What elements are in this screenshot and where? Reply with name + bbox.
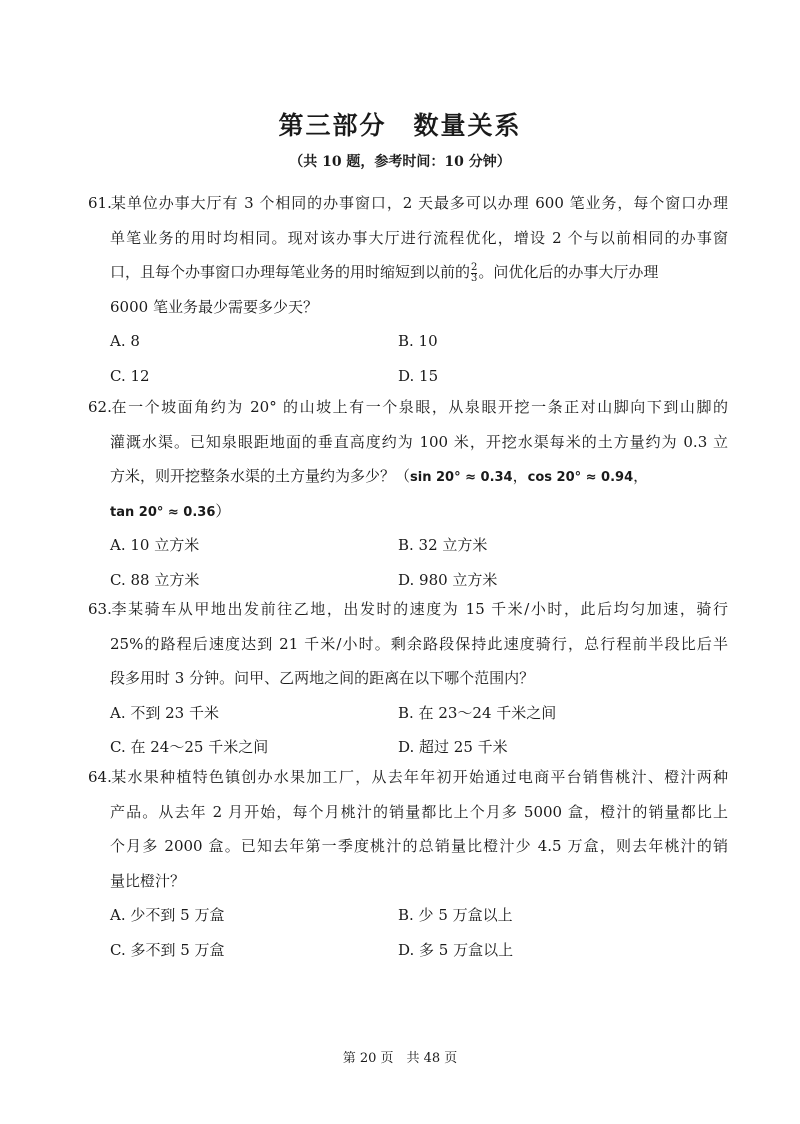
fraction-denominator: 3 bbox=[471, 272, 478, 284]
question-text: 灌溉水渠。已知泉眼距地面的垂直高度约为 100 米，开挖水渠每米的土方量约为 0.3 立 bbox=[110, 432, 728, 451]
option-d: D. 980 立方米 bbox=[398, 570, 498, 589]
option-d: D. 超过 25 千米 bbox=[398, 738, 508, 756]
question-text: 在一个坡面角约为 20° 的山坡上有一个泉眼，从泉眼开挖一条正对山脚向下到山脚的 bbox=[110, 398, 728, 416]
fraction-numerator: 2 bbox=[471, 261, 478, 273]
question-text: 某水果种植特色镇创办水果加工厂，从去年年初开始通过电商平台销售桃汁、橙汁两种 bbox=[110, 768, 728, 786]
option-c: C. 88 立方米 bbox=[110, 570, 200, 589]
option-b: B. 在 23～24 千米之间 bbox=[398, 703, 557, 722]
question-text: 口，且每个办事窗口办理每笔业务的用时缩短到以前的 bbox=[110, 263, 471, 281]
option-a: A. 10 立方米 bbox=[110, 536, 200, 554]
option-b: B. 少 5 万盒以上 bbox=[398, 906, 513, 924]
question-text: 个月多 2000 盒。已知去年第一季度桃汁的总销量比橙汁少 4.5 万盒，则去年桃汁的销 bbox=[110, 837, 728, 855]
page-footer: 第 20 页 共 48 页 bbox=[342, 1051, 458, 1066]
question-text: 产品。从去年 2 月开始，每个月桃汁的销量都比上个月多 5000 盒，橙汁的销量都比上 bbox=[110, 802, 728, 821]
question-61 bbox=[88, 186, 728, 393]
question-number: 63. bbox=[88, 600, 112, 618]
question-text: 方米，则开挖整条水渠的土方量约为多少？（ bbox=[110, 467, 411, 485]
fraction bbox=[471, 263, 477, 284]
option-d: D. 多 5 万盒以上 bbox=[398, 940, 514, 959]
question-number: 64. bbox=[88, 768, 112, 786]
question-text: 段多用时 3 分钟。问甲、乙两地之间的距离在以下哪个范围内？ bbox=[110, 669, 535, 687]
question-text: 李某骑车从甲地出发前往乙地，出发时的速度为 15 千米/小时，此后均匀加速，骑行 bbox=[110, 600, 728, 618]
question-text: 单笔业务的用时均相同。现对该办事大厅进行流程优化，增设 2 个与以前相同的办事窗 bbox=[110, 228, 728, 247]
math-cos: cos 20° ≈ 0.94 bbox=[527, 470, 634, 485]
question-text: 量比橙汁？ bbox=[110, 871, 186, 890]
option-c: C. 12 bbox=[110, 366, 150, 385]
question-62: 62.在一个坡面角约为 20° 的山坡上有一个泉眼，从泉眼开挖一条正对山脚向下到山脚的 灌溉水渠。已知泉眼距地面的垂直高度约为 100 米，开挖水渠每米的土方量约为 0.3 立 方米，则开挖整条水渠的土方量约为多少？（sin 20° ≈ 0.34，cos 20° ≈ 0.94， tan 20° ≈ 0.36） A. 10 立方米 B. 32 立方米 C. 88 立方米 D. 980 立方米 bbox=[88, 390, 728, 597]
math-sin: sin 20° ≈ 0.34 bbox=[410, 470, 513, 485]
math-tan: tan 20° ≈ 0.36 bbox=[110, 504, 216, 520]
question-text: 6000 笔业务最少需要多少天？ bbox=[110, 297, 318, 316]
option-b: B. 10 bbox=[398, 332, 438, 350]
section-title: 第三部分 数量关系 bbox=[278, 111, 522, 140]
section-subtitle: （共 10 题，参考时间：10 分钟） bbox=[289, 154, 511, 170]
question-number: 62. bbox=[88, 398, 112, 416]
question-text: 某单位办事大厅有 3 个相同的办事窗口，2 天最多可以办理 600 笔业务，每个窗口办理 bbox=[110, 194, 728, 212]
question-64 bbox=[88, 760, 728, 967]
question-63 bbox=[88, 592, 728, 765]
option-a: A. 少不到 5 万盒 bbox=[110, 906, 225, 924]
option-b: B. 32 立方米 bbox=[398, 536, 488, 554]
option-a: A. 8 bbox=[110, 332, 140, 350]
option-d: D. 15 bbox=[398, 366, 439, 385]
question-number: 61. bbox=[88, 194, 112, 212]
option-a: A. 不到 23 千米 bbox=[110, 703, 219, 722]
question-text: 25%的路程后速度达到 21 千米/小时。剩余路段保持此速度骑行，总行程前半段比后半 bbox=[110, 634, 728, 653]
option-c: C. 在 24～25 千米之间 bbox=[110, 738, 269, 756]
option-c: C. 多不到 5 万盒 bbox=[110, 940, 225, 959]
question-text: 。问优化后的办事大厅办理 bbox=[478, 263, 659, 281]
